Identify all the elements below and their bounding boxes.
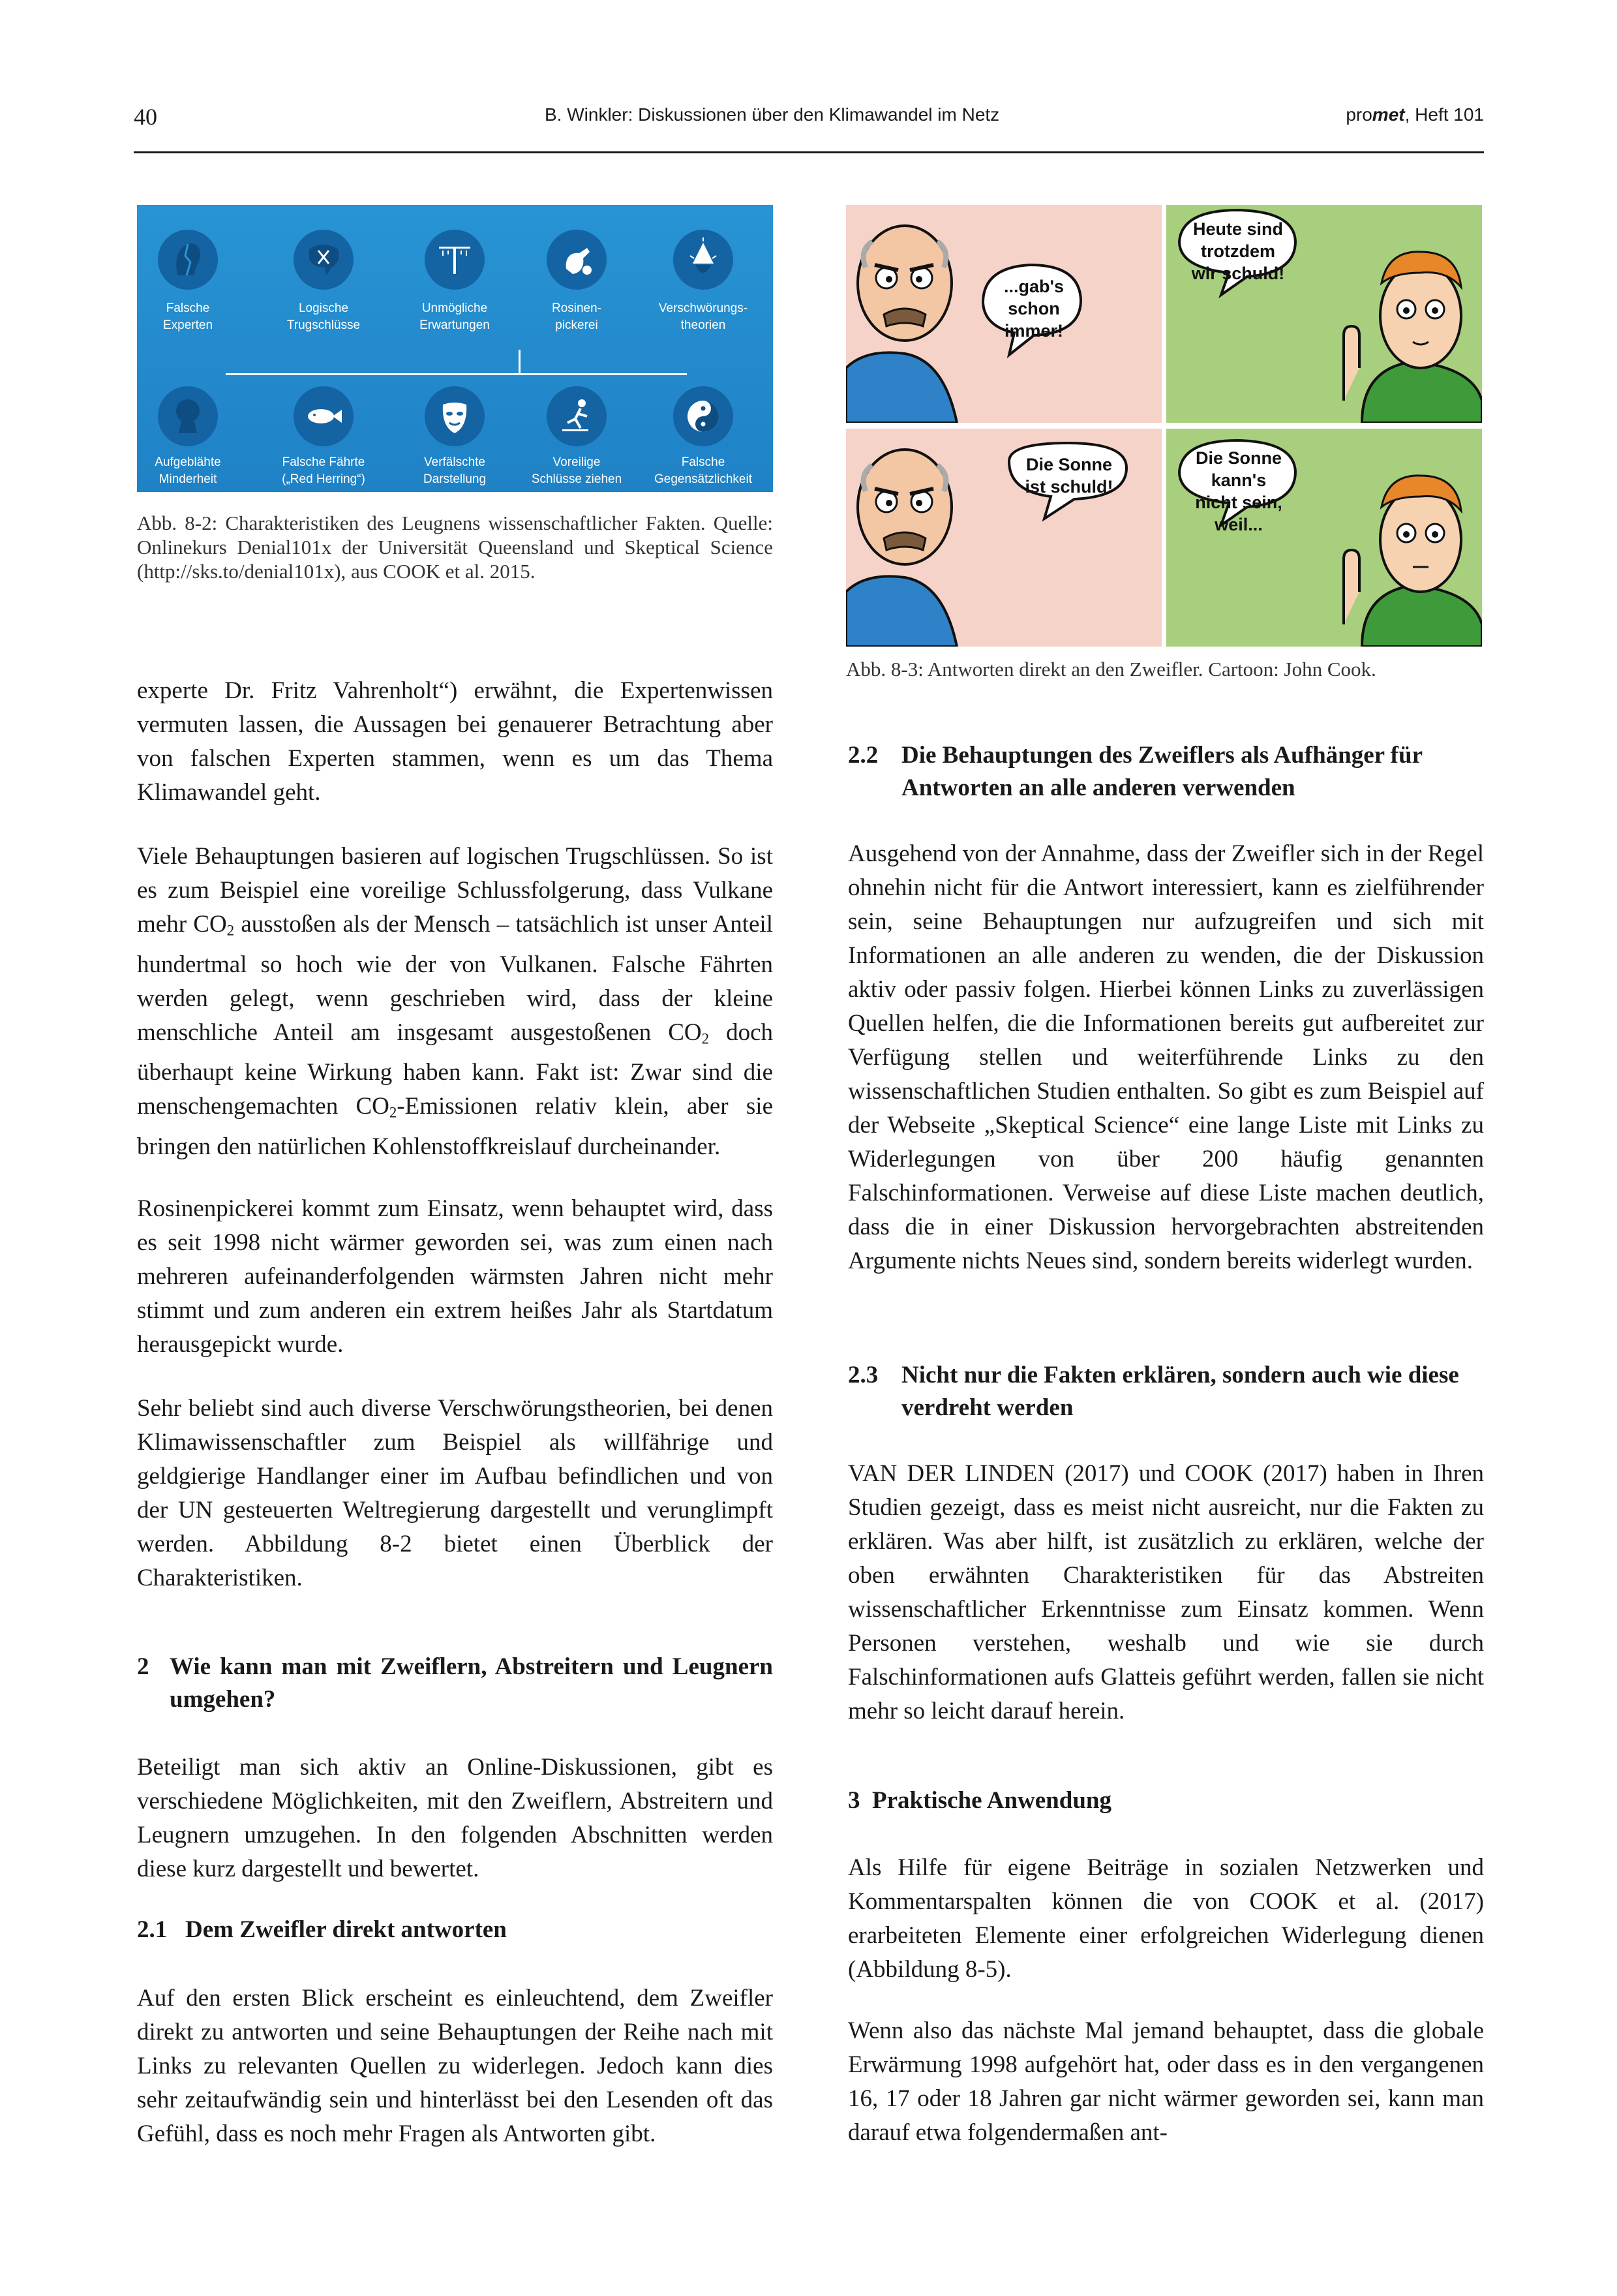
left-paragraph-2-b: ausstoßen als der Mensch – tatsächlich ist unser Anteil hundertmal so hoch wie der von Vulkanen. Falsche Fährten werden gelegt, wenn geschrieben wird, dass der kleine menschliche Anteil am insgesamt ausgestoßenen CO (137, 911, 773, 1046)
inflated-head-icon (158, 386, 218, 446)
page-number: 40 (134, 104, 157, 130)
top-label-2 (265, 300, 382, 334)
figure-8-3-caption: Abb. 8-3: Antworten direkt an den Zweifler. Cartoon: John Cook. (846, 658, 1376, 681)
top-label-4-line1: Rosinen- (551, 301, 602, 315)
right-paragraph-1: Ausgehend von der Annahme, dass der Zweifler sich in der Regel ohnehin nicht für die Antwort interessiert, kann es zielführender sein, seine Behauptungen nur aufzugreifen und sich mit Informationen an alle anderen zu wenden, die der Diskussion aktiv oder passiv folgen. Hierbei können Links zu zuverlässigen Quellen helfen, die die Informationen bereits gut aufbereitet zur Verfügung stellen und weiterführende Links zu den wissenschaftlichen Studien enthalten. So gibt es zum Beispiel auf der Webseite „Skeptical Science“ eine lange Liste mit Links zu Widerlegungen von über 200 häufig genannten Falschinformationen. Verweise auf diese Liste machen deutlich, dass die in einer Diskussion hervorgebrachten abstreitenden Argumente nichts Neues sind, sondern bereits widerlegt wurden. (848, 840, 1484, 1274)
top-label-4 (518, 300, 635, 334)
bottom-label-5-line1: Falsche (681, 455, 725, 469)
right-paragraph-3: Als Hilfe für eigene Beiträge in sozialen Netzwerken und Kommentarspalten können die von COOK et al. (2017) erarbeiteten Elemente einer erfolgreichen Widerlegung dienen (Abbildung 8-5). (848, 1854, 1484, 1983)
cartoon-panel-2 (1166, 205, 1482, 423)
co2-subscript: 2 (389, 1105, 397, 1122)
top-label-1-line2: Experten (162, 318, 213, 332)
figure-8-2-infographic (137, 205, 773, 492)
bottom-label-1-line1: Aufgeblähte (155, 455, 221, 469)
bottom-label-2 (265, 454, 382, 488)
right-paragraph-2: VAN DER LINDEN (2017) und COOK (2017) haben in Ihren Studien gezeigt, dass es meist nicht ausreicht, nur die Fakten zu erklären. Was aber hilft, ist zusätzlich zu erklären, welche der oben erwähnten Charakteristiken für das Abstreiten wissenschaftlicher Erkenntnisse zum Einsatz kommen. Wenn Personen verstehen, weshalb und wie sie durch Falschinformationen aufs Glatteis geführt werden, fallen sie nicht mehr so leicht darauf herein. (848, 1460, 1484, 1724)
mask-icon (425, 386, 485, 446)
running-title: B. Winkler: Diskussionen über den Klimawandel im Netz (545, 104, 1000, 125)
top-label-1-line1: Falsche (166, 301, 210, 315)
bottom-label-5 (644, 454, 762, 488)
left-paragraph-1: experte Dr. Fritz Vahrenholt“) erwähnt, die Expertenwissen vermuten lassen, die Aussagen bei genauerer Betrachtung aber von falschen Experten stammen, wenn es um das Thema Klimawandel geht. (137, 677, 773, 806)
section-2-title: Wie kann man mit Zweiflern, Abstreitern und Leugnern umgehen? (170, 1653, 773, 1713)
bottom-label-4-line2: Schlüsse ziehen (531, 472, 622, 486)
left-paragraph-2-d: -Emissionen relativ klein, aber sie bringen den natürlichen Kohlenstoffkreislauf durcheinander. (137, 1093, 773, 1161)
header-rule (134, 151, 1484, 153)
section-2-1-heading (137, 1914, 773, 1946)
section-2-2-heading (848, 739, 1484, 804)
top-label-5-line2: theorien (680, 318, 726, 332)
section-3-heading (848, 1784, 1484, 1817)
speech-bubble-1: ...gab's schon immer! (1004, 277, 1064, 341)
section-2-1-number: 2.1 (137, 1916, 168, 1943)
measuring-stick-icon (425, 230, 485, 290)
figure-8-3-cartoon (846, 205, 1482, 649)
cartoon-panel-4 (1166, 429, 1482, 647)
section-2-2-number: 2.2 (848, 742, 879, 769)
page-header (134, 98, 1484, 137)
cartoon-panel-1 (846, 205, 1162, 423)
bottom-label-1 (129, 454, 247, 488)
left-paragraph-5: Beteiligt man sich aktiv an Online-Diskussionen, gibt es verschiedene Möglichkeiten, mit den Zweiflern, Abstreitern und Leugnern umzugehen. In den folgenden Abschnitten werden diese kurz dargestellt und bewertet. (137, 1754, 773, 1882)
left-paragraph-2 (137, 840, 773, 1164)
section-3-number: 3 (848, 1787, 860, 1814)
left-paragraph-3: Rosinenpickerei kommt zum Einsatz, wenn behauptet wird, dass es seit 1998 nicht wärmer geworden sei, was zum einen nach mehreren aufeinanderfolgenden wärmsten Jahren nicht mehr stimmt und zum anderen ein extrem heißes Jahr als Startdatum herausgepickt wurde. (137, 1195, 773, 1358)
top-label-5 (644, 300, 762, 334)
fish-icon (294, 386, 354, 446)
section-2-3-number: 2.3 (848, 1362, 879, 1388)
section-2-number: 2 (137, 1653, 149, 1680)
bottom-label-4-line1: Voreilige (552, 455, 601, 469)
connector-horizontal (226, 373, 687, 375)
top-label-2-line1: Logische (298, 301, 349, 315)
yin-yang-icon (673, 386, 733, 446)
section-3-title: Praktische Anwendung (872, 1787, 1111, 1814)
speech-bubble-2: Heute sind trotzdem wir schuld! (1191, 219, 1285, 283)
tinfoil-hat-icon (673, 230, 733, 290)
co2-subscript: 2 (701, 1030, 710, 1047)
section-2-3-title: Nicht nur die Fakten erklären, sondern auch wie diese verdreht werden (901, 1362, 1459, 1421)
bottom-label-5-line2: Gegensätzlichkeit (654, 472, 752, 486)
top-label-3 (396, 300, 513, 334)
top-label-1 (129, 300, 247, 334)
cartoon-panel-3 (846, 429, 1162, 647)
top-label-2-line2: Trugschlüsse (286, 318, 361, 332)
section-2-heading (137, 1651, 773, 1716)
bottom-label-1-line2: Minderheit (159, 472, 217, 486)
section-2-2-title: Die Behauptungen des Zweiflers als Aufhänger für Antworten an alle anderen verwenden (901, 742, 1423, 801)
bottom-label-3 (396, 454, 513, 488)
split-head-icon (158, 230, 218, 290)
figure-8-2-caption: Abb. 8-2: Charakteristiken des Leugnens wissenschaftlicher Fakten. Quelle: Onlinekurs Denial101x der Universität Queensland und Skeptical Science (http://sks.to/denial101x), aus COOK et al. 2015. (137, 512, 773, 583)
section-2-1-title: Dem Zweifler direkt antworten (185, 1916, 507, 1943)
jumping-person-icon (547, 386, 607, 446)
speech-bubble-3: Die Sonne ist schuld! (1025, 455, 1113, 497)
bottom-label-3-line2: Darstellung (423, 472, 487, 486)
bottom-label-2-line1: Falsche Fährte (282, 455, 365, 469)
left-paragraph-4: Sehr beliebt sind auch diverse Verschwörungstheorien, bei denen Klimawissenschaftler zum Beispiel als willfährige und geldgierige Handlanger einer im Aufbau befindlichen und von der UN gesteuerten Weltregierung dargestellt und verunglimpft werden. Abbildung 8-2 bietet einen Überblick der Charakteristiken. (137, 1395, 773, 1591)
speech-bubble-4: Die Sonne kann's nicht sein, weil... (1195, 448, 1282, 534)
top-label-5-line1: Verschwörungs- (658, 301, 748, 315)
left-paragraph-2-a: Viele Behauptungen basieren auf logischen Trugschlüssen. So ist es zum Beispiel eine voreilige Schlussfolgerung, dass Vulkane mehr CO (137, 843, 773, 938)
top-label-3-line2: Erwartungen (419, 318, 490, 332)
bottom-label-4 (518, 454, 635, 488)
left-paragraph-2-c: doch überhaupt keine Wirkung haben kann. Fakt ist: Zwar sind die menschengemachten CO (137, 1018, 773, 1120)
right-paragraph-4: Wenn also das nächste Mal jemand behauptet, dass die globale Erwärmung 1998 aufgehört hat, oder dass es in den vergangenen 16, 17 oder 18 Jahren gar nicht wärmer geworden sei, kann man darauf etwa folgendermaßen ant- (848, 2017, 1484, 2146)
journal-pro: pro (1346, 104, 1372, 125)
connector-vertical (519, 350, 521, 373)
top-label-4-line2: pickerei (555, 318, 598, 332)
journal-name (1346, 104, 1484, 125)
top-label-3-line1: Unmögliche (421, 301, 488, 315)
hand-picking-icon (547, 230, 607, 290)
co2-subscript: 2 (226, 922, 235, 939)
bottom-label-3-line1: Verfälschte (424, 455, 485, 469)
journal-met: met (1372, 104, 1405, 125)
journal-issue: , Heft 101 (1404, 104, 1484, 125)
crossed-speech-icon (294, 230, 354, 290)
left-paragraph-6: Auf den ersten Blick erscheint es einleuchtend, dem Zweifler direkt zu antworten und seine Behauptungen der Reihe nach mit Links zu relevanten Quellen zu widerlegen. Jedoch kann dies sehr zeitaufwändig sein und hinterlässt bei den Lesenden oft das Gefühl, dass es noch mehr Fragen als Antworten gibt. (137, 1985, 773, 2147)
bottom-label-2-line2: („Red Herring“) (282, 472, 365, 486)
section-2-3-heading (848, 1359, 1484, 1424)
